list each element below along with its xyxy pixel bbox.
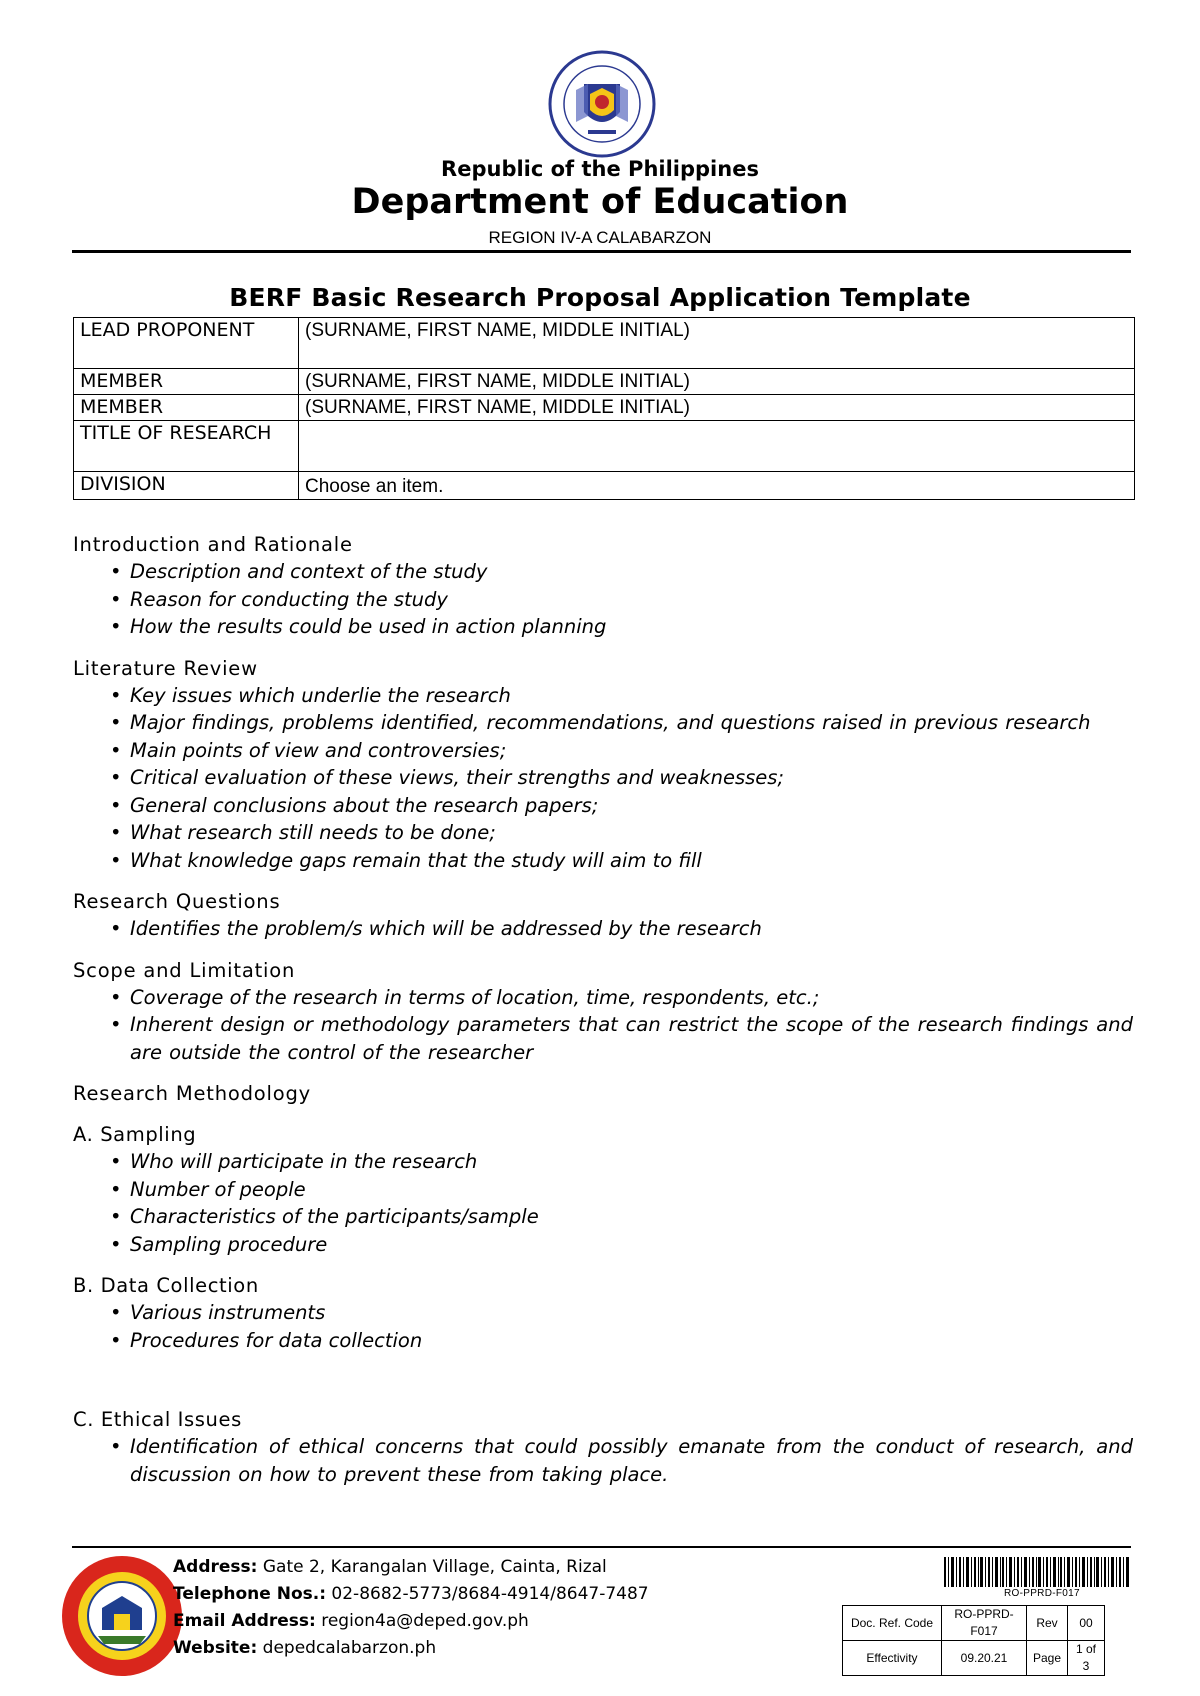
table-row — [843, 1641, 1105, 1676]
list-item: • Procedures for data collection — [73, 1327, 1133, 1355]
email-link[interactable]: region4a@deped.gov.ph — [321, 1611, 529, 1631]
row-label-member: MEMBER — [74, 395, 299, 421]
bullet-list — [73, 1148, 1133, 1258]
list-item: • Sampling procedure — [73, 1231, 1133, 1259]
section-literature-review — [73, 655, 1133, 875]
bullet-icon: • — [110, 1328, 122, 1352]
table-row — [843, 1606, 1105, 1641]
bullet-icon: • — [110, 766, 122, 789]
list-item: • Inherent design or methodology parameters that can restrict the scope of the research findings and are outside the control of the researcher — [110, 1013, 1133, 1064]
section-introduction — [73, 531, 1133, 641]
section-heading: Research Questions — [73, 890, 281, 913]
document-reference-table — [842, 1605, 1105, 1676]
bullet-icon: • — [110, 615, 122, 638]
lead-proponent-field[interactable]: (SURNAME, FIRST NAME, MIDDLE INITIAL) — [299, 318, 1135, 369]
region-heading: REGION IV-A CALABARZON — [488, 228, 712, 247]
section-heading: Literature Review — [73, 656, 258, 680]
subsection-ethical-issues — [73, 1406, 1133, 1488]
bullet-icon: • — [110, 985, 122, 1009]
list-item: • Critical evaluation of these views, their strengths and weaknesses; — [73, 764, 1133, 792]
republic-heading: Republic of the Philippines — [441, 157, 759, 181]
list-item: • What knowledge gaps remain that the study will aim to fill — [73, 847, 1133, 875]
section-heading: Research Methodology — [73, 1082, 311, 1105]
row-label-lead-proponent: LEAD PROPONENT — [74, 318, 299, 369]
bullet-list — [73, 1433, 1133, 1488]
list-item: • Main points of view and controversies; — [73, 737, 1133, 765]
footer-contact-info — [173, 1554, 649, 1662]
telephone-line: Telephone Nos.: 02-8682-5773/8684-4914/8647-7487 — [173, 1584, 649, 1604]
section-heading: Introduction and Rationale — [73, 533, 353, 556]
rev-value: 00 — [1068, 1606, 1105, 1641]
member-1-field[interactable]: (SURNAME, FIRST NAME, MIDDLE INITIAL) — [299, 369, 1135, 395]
bullet-icon: • — [110, 1013, 122, 1036]
list-item: • Major findings, problems identified, recommendations, and questions raised in previous research — [73, 709, 1133, 737]
bullet-icon: • — [110, 1435, 122, 1458]
bullet-icon: • — [110, 738, 122, 762]
section-research-questions — [73, 888, 1133, 943]
list-item: • Characteristics of the participants/sample — [73, 1203, 1133, 1231]
page-value: 1 of 3 — [1068, 1641, 1105, 1676]
proposal-body — [73, 531, 1133, 1488]
bullet-icon: • — [110, 793, 122, 817]
bullet-icon: • — [110, 917, 122, 940]
barcode-image — [944, 1557, 1130, 1587]
address-value: Gate 2, Karangalan Village, Cainta, Rizal — [262, 1557, 607, 1577]
bullet-list — [73, 915, 1133, 943]
member-2-field[interactable]: (SURNAME, FIRST NAME, MIDDLE INITIAL) — [299, 395, 1135, 421]
bullet-list — [73, 984, 1133, 1067]
list-item: • Various instruments — [73, 1299, 1133, 1327]
row-label-title-of-research: TITLE OF RESEARCH — [74, 421, 299, 472]
list-item: • General conclusions about the research papers; — [73, 792, 1133, 820]
rev-label: Rev — [1027, 1606, 1068, 1641]
list-item: • Identification of ethical concerns that could possibly emanate from the conduct of research, and discussion on how to prevent these from taking place. — [110, 1435, 1133, 1486]
bullet-icon: • — [110, 1232, 122, 1256]
effectivity-label: Effectivity — [843, 1641, 942, 1676]
department-heading: Department of Education — [351, 182, 849, 222]
bullet-icon: • — [110, 560, 122, 583]
table-row — [74, 318, 1135, 369]
bullet-icon: • — [110, 1301, 122, 1324]
section-heading: Scope and Limitation — [73, 958, 296, 982]
bullet-icon: • — [110, 711, 122, 734]
subsection-sampling — [73, 1121, 1133, 1258]
table-row — [74, 421, 1135, 472]
list-item: • Identifies the problem/s which will be addressed by the research — [73, 915, 1133, 943]
division-dropdown[interactable]: Choose an item. — [299, 472, 1135, 500]
header-divider — [72, 250, 1131, 253]
list-item: • Key issues which underlie the research — [73, 682, 1133, 710]
list-item: • Description and context of the study — [73, 558, 1133, 586]
list-item: • How the results could be used in action planning — [73, 613, 1133, 641]
row-label-division: DIVISION — [74, 472, 299, 500]
calabarzon-seal-logo — [58, 1552, 186, 1680]
barcode-label: RO-PPRD-F017 — [1004, 1588, 1080, 1599]
subsection-data-collection — [73, 1272, 1133, 1354]
document-title: BERF Basic Research Proposal Application Template — [229, 283, 971, 312]
row-label-member: MEMBER — [74, 369, 299, 395]
proponent-table — [73, 317, 1135, 500]
bullet-list — [73, 1299, 1133, 1354]
doc-ref-label: Doc. Ref. Code — [843, 1606, 942, 1641]
list-item: • Reason for conducting the study — [73, 586, 1133, 614]
telephone-value: 02-8682-5773/8684-4914/8647-7487 — [331, 1584, 649, 1604]
list-item: • Number of people — [73, 1176, 1133, 1204]
bullet-list — [73, 682, 1133, 875]
effectivity-value: 09.20.21 — [942, 1641, 1027, 1676]
deped-seal-logo — [548, 50, 656, 158]
section-scope-limitation — [73, 957, 1133, 1067]
website-link[interactable]: depedcalabarzon.ph — [262, 1638, 437, 1658]
list-item: • Coverage of the research in terms of location, time, respondents, etc.; — [73, 984, 1133, 1012]
bullet-icon: • — [110, 848, 122, 872]
title-of-research-field[interactable] — [299, 421, 1135, 472]
footer-divider — [72, 1546, 1131, 1548]
page-label: Page — [1027, 1641, 1068, 1676]
bullet-icon: • — [110, 1150, 122, 1173]
email-line: Email Address: region4a@deped.gov.ph — [173, 1611, 529, 1631]
bullet-icon: • — [110, 683, 122, 707]
table-row — [74, 472, 1135, 500]
doc-ref-value: RO-PPRD-F017 — [942, 1606, 1027, 1641]
address-line: Address: Gate 2, Karangalan Village, Cainta, Rizal — [173, 1557, 607, 1577]
list-item: • Who will participate in the research — [73, 1148, 1133, 1176]
bullet-list — [73, 558, 1133, 641]
bullet-icon: • — [110, 1205, 122, 1228]
website-line: Website: depedcalabarzon.ph — [173, 1638, 437, 1658]
subsection-heading: B. Data Collection — [73, 1274, 259, 1297]
bullet-icon: • — [110, 821, 122, 844]
subsection-heading: A. Sampling — [73, 1123, 197, 1146]
bullet-icon: • — [110, 587, 122, 611]
table-row — [74, 369, 1135, 395]
table-row — [74, 395, 1135, 421]
bullet-icon: • — [110, 1177, 122, 1201]
section-research-methodology — [73, 1080, 1133, 1107]
list-item: • What research still needs to be done; — [73, 819, 1133, 847]
subsection-heading: C. Ethical Issues — [73, 1408, 242, 1431]
